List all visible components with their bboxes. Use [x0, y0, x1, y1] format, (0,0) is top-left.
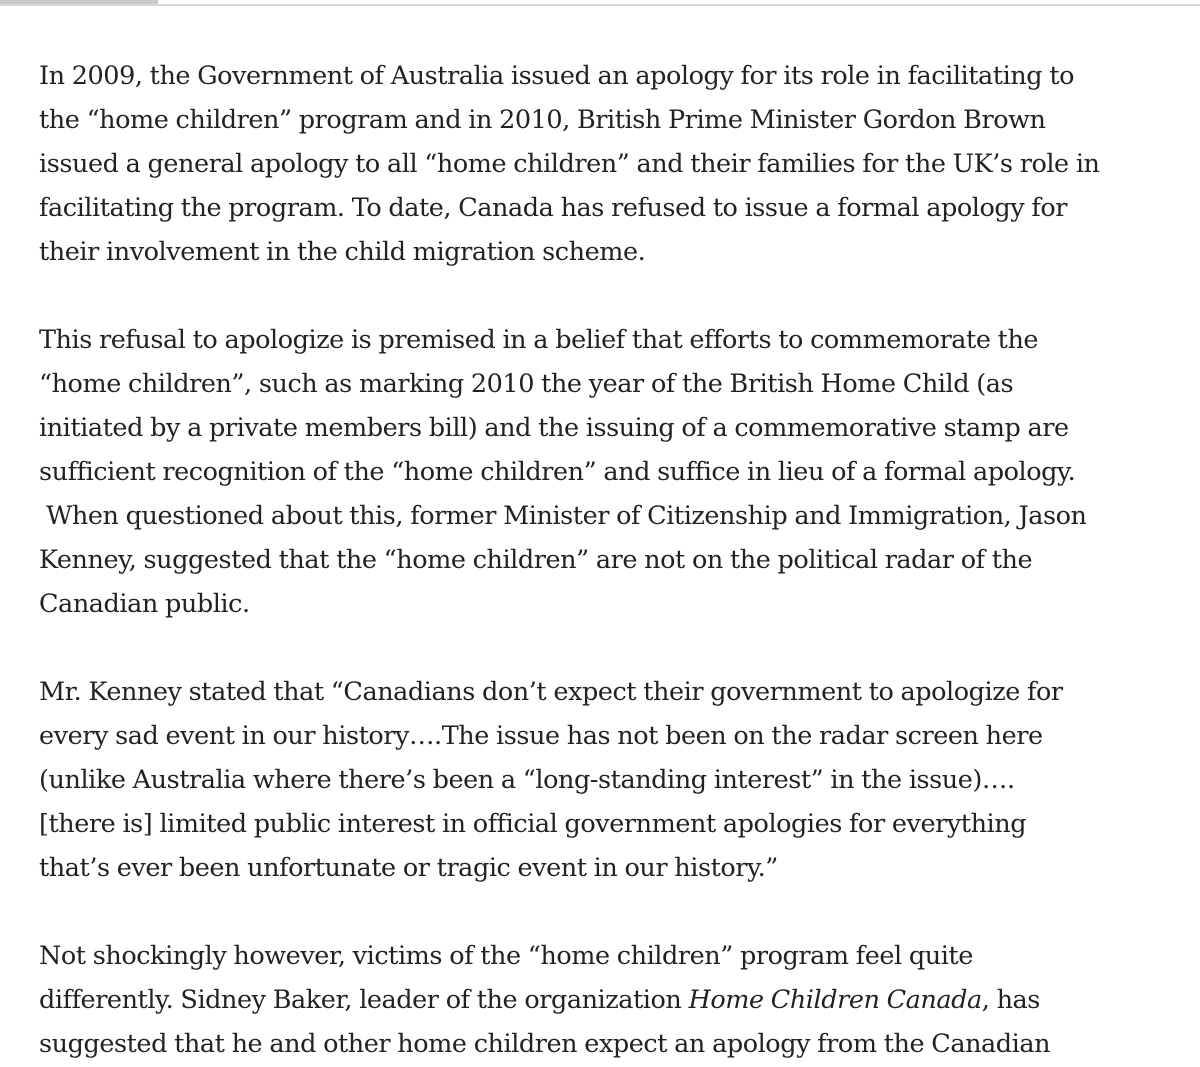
top-rule: [0, 4, 1200, 6]
text-line: the “home children” program and in 2010, British Prime Minister Gordon Brown: [39, 105, 1046, 135]
text-line: [there is] limited public interest in official government apologies for everything: [39, 809, 1027, 839]
text-line: When questioned about this, former Minister of Citizenship and Immigration, Jason: [39, 501, 1087, 531]
text-line: [39, 978, 1119, 1022]
text-line: initiated by a private members bill) and the issuing of a commemorative stamp are: [39, 413, 1069, 443]
text-line: In 2009, the Government of Australia issued an apology for its role in facilitating to: [39, 61, 1075, 91]
article-body: [39, 54, 1119, 1067]
text-line: Canadian public.: [39, 589, 250, 619]
text-line: issued a general apology to all “home children” and their families for the UK’s role in: [39, 149, 1100, 179]
text-line: their involvement in the child migration scheme.: [39, 237, 646, 267]
text-line: suggested that he and other home children expect an apology from the Canadian: [39, 1029, 1051, 1059]
text-line: Not shockingly however, victims of the “home children” program feel quite: [39, 941, 973, 971]
text-line: that’s ever been unfortunate or tragic event in our history.”: [39, 853, 778, 883]
text-line: Kenney, suggested that the “home children” are not on the political radar of the: [39, 545, 1033, 575]
paragraph-1: [39, 54, 1119, 274]
text-line: Mr. Kenney stated that “Canadians don’t expect their government to apologize for: [39, 677, 1063, 707]
organization-name: Home Children Canada: [688, 985, 982, 1015]
text-line: facilitating the program. To date, Canada has refused to issue a formal apology for: [39, 193, 1067, 223]
text-fragment: , has: [981, 985, 1040, 1015]
paragraph-4: [39, 934, 1119, 1066]
paragraph-2: [39, 318, 1119, 626]
text-line: every sad event in our history….The issue has not been on the radar screen here: [39, 721, 1043, 751]
top-divider: [0, 0, 1200, 7]
text-line: This refusal to apologize is premised in a belief that efforts to commemorate the: [39, 325, 1039, 355]
text-line: “home children”, such as marking 2010 the year of the British Home Child (as: [39, 369, 1014, 399]
text-line: (unlike Australia where there’s been a “long-standing interest” in the issue)….: [39, 765, 1015, 795]
text-line: sufficient recognition of the “home children” and suffice in lieu of a formal apology.: [39, 457, 1076, 487]
text-fragment: differently. Sidney Baker, leader of the organization: [39, 985, 689, 1015]
paragraph-3: [39, 670, 1119, 890]
